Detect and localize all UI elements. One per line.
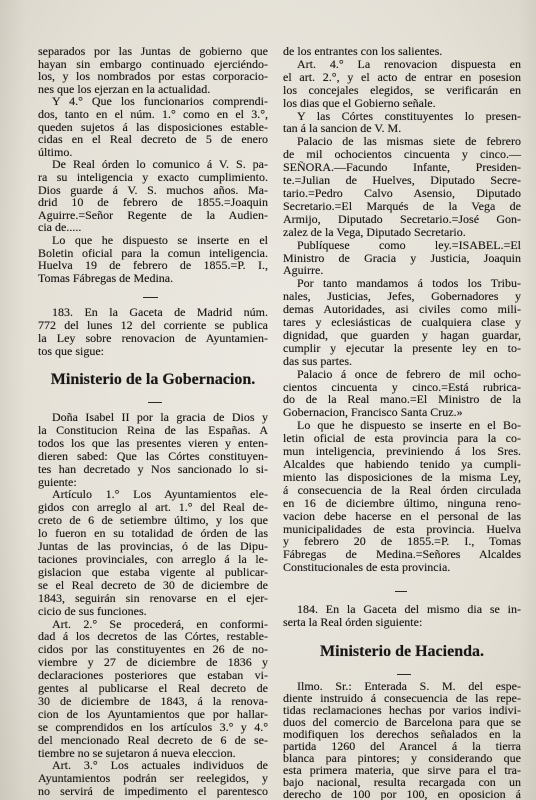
text-line: letin oficial de esta provincia para la co- [283,431,521,446]
text-line: cia de..... [38,220,82,235]
paragraph [38,95,268,158]
text-line: Secretario.=El Marqués de la Vega de [283,198,521,213]
text-line: 1843, seguirán sin renovarse en el ejer- [38,590,268,605]
text-line: bajo nacional, resulta recargada con un [283,775,521,789]
text-line: modifiquen los derechos señalados en la [283,727,521,741]
text-line: Art. 2.° Se procederá, en conformi- [52,616,268,631]
text-line: ra su inteligencia y exacto cumplimiento. [38,169,268,184]
text-line: último. [38,144,73,159]
text-line: cion de los Ayuntamientos que por hallar- [38,706,268,721]
text-line: dieren sabed: Que las Córtes constituyen- [38,448,268,463]
text-line: nes que los ejerzan en la actualidad. [38,81,211,96]
text-line: cientos cincuenta y cinco.=Está rubrica- [283,379,521,394]
text-line: cidas en el Real decreto de 5 de enero [38,132,268,147]
text-line: cumplir y ejecutar la presente ley en to- [283,340,521,355]
text-line: Lo que he dispuesto se inserte en el Bo- [297,418,521,433]
text-line: la Ley sobre renovacion de Ayuntamien- [38,331,268,345]
text-line: se el Real decreto de 30 de diciembre de [38,577,268,592]
text-line: partida 1260 del Arancel á la tierra [283,739,521,753]
text-line: mun inteligencia, previniendo á los Sres. [283,444,521,459]
text-section [38,306,268,358]
paragraph [38,158,268,234]
paragraph [283,135,521,238]
ministry-heading: Ministerio de la Gobernacion. [50,371,256,388]
text-line: Aguirre. [283,263,324,278]
text-line: gidos con arreglo al art. 1.° del Real de- [38,500,268,515]
text-line: Palacio á once de febrero de mil ocho- [297,366,521,381]
text-line: Boletin oficial para la comun inteligencia. [38,245,268,260]
text-line: tos que sigue: [38,344,104,358]
text-line: miento las disposiciones de la misma Ley, [283,469,521,484]
text-line: demas Autoridades, asi civiles como mili- [283,302,521,317]
left-column [38,0,268,800]
text-line: Art. 4.° La renovacion dispuesta en [297,56,521,71]
text-line: municipalidades de esta provincia. Huelva [283,521,521,536]
text-line: zalez de la Vega, Diputado Secretario. [283,224,466,239]
paragraph [283,110,521,136]
divider-rule [148,402,162,403]
text-line: el art. 2.°, y el acto de entrar en posesion [283,69,521,84]
text-line: guiente: [38,474,77,489]
text-line: duos del comercio de Barcelona para que se [283,715,521,729]
text-line: tidas reclamaciones hechas por varios indivi- [283,703,521,717]
text-line: los, y los nombrados por estas corporacio- [38,69,268,84]
text-line: blanca para pintores; y considerando que [283,751,521,765]
text-line: Lo que he dispuesto se inserte en el [52,232,268,247]
paragraph [283,368,521,420]
paragraph [283,58,521,110]
divider-rule [143,297,158,298]
text-section [283,45,521,574]
text-line: serta la Real órden siguiente: [283,615,423,629]
paragraph [38,618,268,760]
text-line: vacion debe hacerse en el personal de las [283,508,521,523]
text-line: separados por las Juntas de gobierno que [38,44,268,58]
text-line: Publíquese como ley.=ISABEL.=El [297,237,521,252]
text-line: Constitucionales de esta provincia. [283,560,451,575]
paragraph [38,234,268,284]
text-line: Ayuntamientos podrán ser reelegidos, y [38,771,268,786]
text-line: 184. En la Gaceta del mismo dia se in- [297,602,521,616]
divider-rule [397,674,411,675]
text-line: del mencionado Real decreto de 6 de se- [38,732,268,747]
text-line: los concejales elegidos, se verificarán en [283,82,521,97]
text-line: no servirá de impedimento el parentesco [38,784,268,799]
text-line: das sus partes. [283,353,352,368]
paragraph [38,306,268,358]
text-line: Fábregas de Medina.=Señores Alcaldes [283,547,521,562]
text-line: hayan sin embargo continuado ejerciéndo- [38,56,268,71]
text-line: á consecuencia de la Real órden circulada [283,482,521,497]
text-line: tario.=Pedro Calvo Asensio, Diputado [283,185,521,200]
text-line: Art. 3.° Los actuales individuos de [52,758,268,773]
text-line: lo fueron en su totalidad de órden de las [38,526,268,541]
text-line: dad á los decretos de las Córtes, restable- [38,629,268,644]
text-line: Alcaldes que habiendo tenido ya cumpli- [283,457,521,471]
text-line: gentes al publicarse el Real decreto de [38,681,268,696]
text-line: tes han decretado y Nos sancionado lo si- [38,461,268,476]
text-line: queden sujetos á las disposiciones estable- [38,119,268,134]
text-line: de los entrantes con los salientes. [283,44,443,58]
text-line: gislacion que estaba vigente al publicar- [38,564,268,579]
text-line: de mil ochocientos cincuenta y cinco.— [283,147,521,162]
paragraph [283,603,521,629]
text-section [283,603,521,629]
text-line: 183. En la Gaceta de Madrid núm. [52,305,268,319]
text-line: 772 del lunes 12 del corriente se publica [38,318,268,332]
text-line: Por tanto mandamos á todos los Tribu- [297,276,521,291]
text-line: nales, Justicias, Jefes, Gobernadores y [283,289,521,304]
text-line: tan á la sancion de V. M. [283,121,402,136]
text-line: Ilmo. Sr.: Enterada S. M. del espe- [297,679,521,693]
text-line: do de la Real mano.=El Ministro de la [283,392,521,407]
paragraph [38,45,268,95]
text-line: Gobernacion, Francisco Santa Cruz.» [283,405,463,420]
text-line: De Real órden lo comunico á V. S. pa- [52,157,268,172]
text-section [283,680,521,800]
text-line: Doña Isabel II por la gracia de Dios y [52,410,268,424]
paragraph [38,488,268,617]
text-line: Tomas Fábregas de Medina. [38,270,174,285]
text-line: te.=Julian de Huelves, Diputado Secre- [283,173,521,188]
right-column [283,0,521,800]
text-line: Ministro de Gracia y Justicia, Joaquin [283,250,521,265]
text-line: dos, tanto en el núm. 1.° como en el 3.°, [38,106,268,121]
text-line: la Constitucion Reina de las Españas. A [38,422,268,437]
text-line: declaraciones posteriores que estaban vi- [38,668,268,683]
text-line: creto de 6 de setiembre último, y los que [38,513,268,528]
paragraph [283,680,521,800]
text-line: tares y eclesiásticas de cualquiera clase y [283,315,521,330]
text-line: Dios guarde á V. S. muchos años. Ma- [38,182,268,197]
text-line: drid 10 de febrero de 1855.=Joaquin [38,195,268,210]
text-line: y febrero 20 de 1855.=P. I., Tomas [283,534,521,549]
paragraph [283,239,521,278]
paragraph [283,419,521,574]
text-line: Palacio de las mismas siete de febrero [297,134,521,149]
text-section [38,45,268,284]
text-line: Y las Córtes constituyentes lo presen- [297,108,521,123]
text-line: cicio de sus funciones. [38,603,147,618]
text-line: 30 de diciembre de 1843, á la renova- [38,693,268,708]
text-line: SEÑORA.—Facundo Infante, Presiden- [283,160,521,175]
text-line: se comprendidos en los artículos 3.° y 4.° [38,719,268,734]
text-line: los dias que el Gobierno señale. [283,95,436,110]
text-line: diente instruido á consecuencia de las repe- [283,691,521,705]
text-line: Artículo 1.° Los Ayuntamientos ele- [52,487,268,502]
text-line: esta primera materia, que sirve para el tra- [283,763,521,777]
text-line: derecho de 100 por 100, en oposicion á [283,787,521,800]
divider-rule [395,591,407,592]
text-section [38,411,268,798]
text-line: en 16 de diciembre último, ninguna reno- [283,495,521,510]
text-line: Armijo, Diputado Secretario.=José Gon- [283,211,521,226]
paragraph [38,759,268,798]
text-line: taciones provinciales, con arreglo á la le- [38,551,268,566]
text-line: tiembre no se sujetaron á nueva eleccion. [38,745,236,760]
text-line: viembre y 27 de diciembre de 1836 y [38,655,268,670]
text-line: cidos por las constituyentes en 26 de no- [38,642,268,657]
paragraph [283,45,521,58]
paragraph [283,277,521,367]
text-line: Juntas de las provincias, ó de las Dipu- [38,539,268,554]
paragraph [38,411,268,488]
ministry-heading: Ministerio de Hacienda. [320,643,484,660]
text-line: Aguirre.=Señor Regente de la Audien- [38,207,268,222]
text-line: Huelva 19 de febrero de 1855.=P. I., [38,258,268,273]
text-line: dignidad, que guarden y hagan guardar, [283,327,521,342]
text-line: todos los que las presentes vieren y enten- [38,435,268,450]
text-line: Y 4.° Que los funcionarios comprendi- [52,94,268,109]
